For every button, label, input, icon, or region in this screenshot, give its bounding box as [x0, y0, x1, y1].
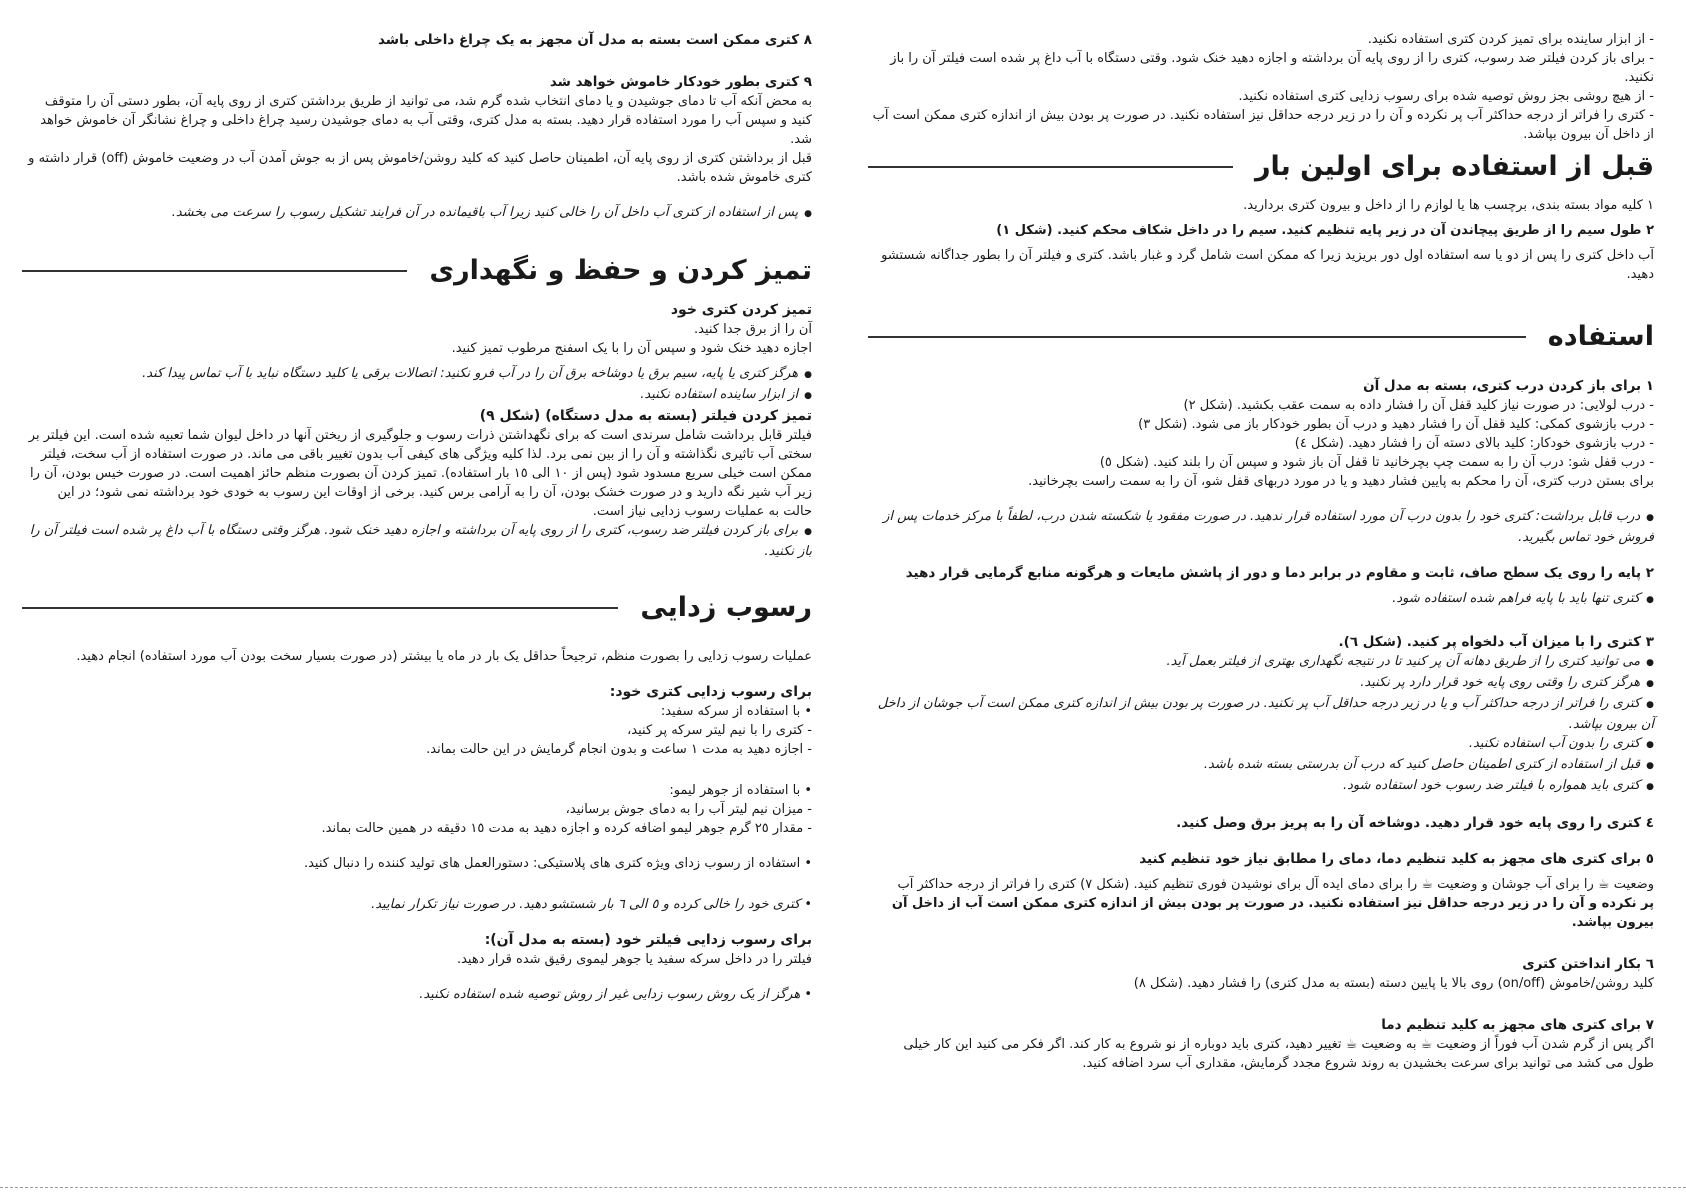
first-use-note: آب داخل کتری را پس از دو یا سه استفاده اول دور بریزید زیرا که ممکن است شامل گرد و غبار باشد. کتری و فیلتر آن را بطور جداگانه شستشو دهید.	[881, 248, 1654, 282]
step-1: ١ کلیه مواد بسته بندی، برچسب ها یا لوازم را از داخل و بیرون کتری بردارید.	[1243, 198, 1654, 213]
fill-bullet: ● هرگز کتری را وقتی روی پایه خود قرار دارد پر نکنید.	[868, 673, 1654, 694]
section-title: استفاده	[1547, 321, 1654, 352]
descale-warning: • هرگز از یک روش رسوب زدایی غیر از روش توصیه شده استفاده نکنید.	[419, 987, 812, 1002]
usage-step-3-title: ٣ کتری را با میزان آب دلخواه پر کنید. (شکل ٦).	[1338, 634, 1654, 650]
auto-off-line: کنید و سپس آب را مورد استفاده قرار دهید. بسته به مدل کتری، وقتی آب به دمای جوشیدن رسید چراغ داخلی و چراغ نشانگر آن خاموش خواهد شد.	[40, 113, 812, 147]
heading-rule	[868, 336, 1526, 338]
vinegar-title: • با استفاده از سرکه سفید:	[660, 704, 812, 719]
filter-line: سختی آب تاثیری نگذاشته و آن را از بین نمی برد. لذا کلیه ویژگی های کیفی آب بدون تغییر باقی می ماند. در صورت استفاده از آب سخت، فیلتر	[40, 447, 812, 462]
descale-kettle-title: برای رسوب زدایی کتری خود:	[609, 684, 812, 700]
intro-line: - برای باز کردن فیلتر ضد رسوب، کتری را از روی پایه آن برداشته و اجازه دهید خنک شود. وقتی دستگاه با آب داغ پر شده است فیلتر آن را باز نکنید.	[890, 51, 1654, 85]
lid-type-line: - درب لولایی: در صورت نیاز کلید قفل آن را فشار داده به سمت عقب بکشید. (شکل ٢)	[1183, 398, 1654, 413]
descale-filter-title: برای رسوب زدایی فیلتر خود (بسته به مدل آن):	[484, 932, 812, 948]
usage-step-9-title: ٩ کتری بطور خودکار خاموش خواهد شد	[549, 74, 812, 90]
lid-type-line: - درب بازشوی کمکی: کلید قفل آن را فشار دهید و درب آن بطور خودکار باز می شود. (شکل ٣)	[1138, 417, 1654, 432]
auto-off-line: کتری خاموش شده باشد.	[676, 170, 812, 185]
clean-kettle-title: تمیز کردن کتری خود	[670, 302, 812, 318]
step-2: ٢ طول سیم را از طریق پیچاندن آن در زیر پایه تنظیم کنید. سیم را در داخل شکاف محکم کنید. (شکل ١)	[996, 223, 1654, 238]
section-title: قبل از استفاده برای اولین بار	[1254, 151, 1654, 182]
switch-on-line: کلید روشن/خاموش (on/off) روی بالا یا پایین دسته (بسته به مدل کتری) را فشار دهید. (شکل ٨)	[1133, 976, 1654, 991]
section-title: تمیز کردن و حفظ و نگهداری	[429, 255, 812, 286]
lid-type-line: - درب قفل شو: درب آن را به سمت چپ بچرخانید تا قفل آن باز شود و سپس آن را بلند کنید. (شکل ٥)	[1099, 455, 1654, 470]
usage-step-2-title: ٢ پایه را روی یک سطح صاف، ثابت و مقاوم در برابر دما و دور از پاشش مایعات و هرگونه منابع گرمایی قرار دهید	[905, 565, 1654, 581]
heading-rule	[22, 270, 407, 272]
fill-bullet: ● کتری را فراتر از درجه حداکثر آب و یا در زیر درجه حداقل آب پر نکنید. در صورت پر بودن بیش از اندازه کتری ممکن است آب جوشان از داخل آن بیرون بپاشد.	[868, 694, 1654, 734]
base-note: ● کتری تنها باید با پایه فراهم شده استفاده شود.	[868, 589, 1654, 610]
intro-line: - از هیچ روشی بجز روش توصیه شده برای رسوب زدایی کتری استفاده نکنید.	[1238, 89, 1654, 104]
section-title: رسوب زدایی	[640, 592, 812, 623]
clean-line: آن را از برق جدا کنید.	[694, 322, 812, 337]
heading-rule	[22, 607, 618, 609]
descale-filter-line: فیلتر را در داخل سرکه سفید یا جوهر لیموی رقیق شده قرار دهید.	[456, 952, 812, 967]
removable-lid-note: ● درب قابل برداشت: کتری خود را بدون درب آن مورد استفاده قرار ندهید. در صورت مفقود یا شکسته شدن درب، لطفاً با مرکز خدمات پس از فروش خود تماس بگیرید.	[868, 507, 1654, 547]
thermostat-restart-line: اگر پس از گرم شدن آب فوراً از وضعیت ☕ به وضعیت ☕ تغییر دهید، کتری باید دوباره از نو شروع به کار کند. اگر فکر می کنید این کار خیلی	[903, 1037, 1654, 1052]
thermostat-line: پر نکرده و آن را در زیر درجه حداقل نیز استفاده نکنید. در صورت پر بودن بیش از اندازه کتری ممکن است آب از داخل آن بیرون بپاشد.	[891, 896, 1654, 930]
intro-line: - از ابزار ساینده برای تمیز کردن کتری استفاده نکنید.	[1367, 32, 1654, 47]
thermostat-restart-line: طول می کشد می توانید برای سرعت بخشیدن به روند شروع مجدد گرمایش، مقداری آب سرد اضافه کنید.	[1082, 1056, 1654, 1071]
intro-line: - کتری را فراتر از درجه حداکثر آب پر نکرده و آن را در زیر درجه حداقل نیز استفاده نکنید. در صورت پر بودن بیش از اندازه کتری ممکن است آب از داخل آن بیرون بپاشد.	[872, 108, 1654, 142]
page-bottom-rule	[0, 1187, 1686, 1188]
filter-line: ممکن است خیلی سریع مسدود شود (پس از ١٠ الی ١٥ بار استفاده). تمیز کردن آن بصورت منظم حائز اهمیت است. در صورت خیس بودن، آن را	[29, 466, 812, 481]
usage-step-5-title: ٥ برای کتری های مجهز به کلید تنظیم دما، دمای را مطابق نیاز خود تنظیم کنید	[1139, 851, 1654, 867]
lid-close-line: برای بستن درب کتری، آن را محکم به پایین فشار دهید و یا در مورد دربهای قفل شو، آن را به سمت راست بچرخانید.	[1028, 474, 1654, 489]
vinegar-line: - کتری را با نیم لیتر سرکه پر کنید،	[627, 723, 812, 738]
usage-step-8-title: ٨ کتری ممکن است بسته به مدل آن مجهز به یک چراغ داخلی باشد	[377, 32, 812, 48]
thermostat-line: وضعیت ☕ را برای آب جوشان و وضعیت ☕ را برای دمای ایده آل برای نوشیدن فوری تنظیم کنید. (شکل ٧) کتری را فراتر از درجه حداکثر آب	[897, 877, 1654, 892]
empty-kettle-note: ● پس از استفاده از کتری آب داخل آن را خالی کنید زیرا آب باقیمانده در آن فرایند تشکیل رسوب را سرعت می بخشد.	[22, 203, 812, 224]
fill-bullet: ● قبل از استفاده از کتری اطمینان حاصل کنید که درب آن بدرستی بسته شده باشد.	[868, 755, 1654, 776]
auto-off-line: قبل از برداشتن کتری از روی پایه آن، اطمینان حاصل کنید که کلید روشن/خاموش پس از به جوش آمدن آب در وضعیت خاموش (off) قرار داشته و	[28, 151, 812, 166]
descaling-heading	[22, 591, 812, 625]
fill-bullet: ● کتری باید همواره با فیلتر ضد رسوب خود استفاده شود.	[868, 776, 1654, 797]
before-first-use-heading	[868, 150, 1654, 184]
auto-off-line: به محض آنکه آب تا دمای جوشیدن و یا دمای انتخاب شده گرم شد، می توانید از طریق برداشتن کتری از روی پایه آن، بطور دستی آن را متوقف	[44, 94, 812, 109]
heading-rule	[868, 166, 1233, 168]
usage-step-6-title: ٦ بکار انداختن کتری	[1522, 956, 1654, 972]
usage-step-1-title: ١ برای باز کردن درب کتری، بسته به مدل آن	[1363, 378, 1654, 394]
right-column	[868, 30, 1654, 1073]
usage-step-7-title: ٧ برای کتری های مجهز به کلید تنظیم دما	[1381, 1017, 1654, 1033]
lid-type-line: - درب بازشوی خودکار: کلید بالای دسته آن را فشار دهید. (شکل ٤)	[1294, 436, 1654, 451]
clean-filter-title: تمیز کردن فیلتر (بسته به مدل دستگاه) (شکل ٩)	[479, 408, 812, 424]
filter-note: ● برای باز کردن فیلتر ضد رسوب، کتری را از روی پایه آن برداشته و اجازه دهید خنک شود. هرگز وقتی دستگاه با آب داغ پر شده است فیلتر آن را باز نکنید.	[22, 521, 812, 561]
cleaning-heading	[22, 254, 812, 288]
clean-bullet: ● از ابزار ساینده استفاده نکنید.	[22, 385, 812, 406]
left-column	[22, 30, 812, 1004]
rinse-note: • کتری خود را خالی کرده و ٥ الی ٦ بار شستشو دهید. در صورت نیاز تکرار نمایید.	[371, 897, 812, 912]
fill-bullet: ● می توانید کتری را از طریق دهانه آن پر کنید تا در نتیجه نگهداری بهتری از فیلتر بعمل آید.	[868, 652, 1654, 673]
clean-bullet: ● هرگز کتری یا پایه، سیم برق یا دوشاخه برق آن را در آب فرو نکنید: اتصالات برقی یا کلید دستگاه نباید با آب تماس پیدا کند.	[22, 364, 812, 385]
usage-step-4-title: ٤ کتری را روی پایه خود قرار دهید. دوشاخه آن را به پریز برق وصل کنید.	[1176, 815, 1654, 831]
filter-line: زیر آب شیر نگه دارید و در صورت خشک بودن، آن را به آرامی برس کنید. برخی از اوقات این رسوب به خودی خود برداشته نمی شود؛ در این	[57, 485, 812, 500]
plastic-note: • استفاده از رسوب زدای ویژه کتری های پلاستیکی: دستورالعمل های تولید کننده را دنبال کنید.	[303, 856, 812, 871]
filter-line: حالت به عملیات رسوب زدایی نیاز است.	[592, 504, 812, 519]
clean-line: اجازه دهید خنک شود و سپس آن را با یک اسفنج مرطوب تمیز کنید.	[451, 341, 812, 356]
usage-heading	[868, 320, 1654, 354]
descale-intro: عملیات رسوب زدایی را بصورت منظم، ترجیحاً حداقل یک بار در ماه یا بیشتر (در صورت بسیار سخت بودن آب مورد استفاده) انجام دهید.	[76, 649, 812, 664]
lemon-line: - مقدار ٢٥ گرم جوهر لیمو اضافه کرده و اجازه دهید به مدت ١٥ دقیقه در همین حالت بماند.	[321, 821, 812, 836]
fill-bullet: ● کتری را بدون آب استفاده نکنید.	[868, 734, 1654, 755]
lemon-line: - میزان نیم لیتر آب را به دمای جوش برسانید،	[565, 802, 812, 817]
lemon-title: • با استفاده از جوهر لیمو:	[669, 783, 812, 798]
filter-line: فیلتر قابل برداشت شامل سرندی است که برای نگهداشتن ذرات رسوب و جلوگیری از ریختن آنها در داخل لیوان شما تعبیه شده است. این فیلتر بر	[28, 428, 812, 443]
vinegar-line: - اجازه دهید به مدت ١ ساعت و بدون انجام گرمایش در این حالت بماند.	[426, 742, 812, 757]
